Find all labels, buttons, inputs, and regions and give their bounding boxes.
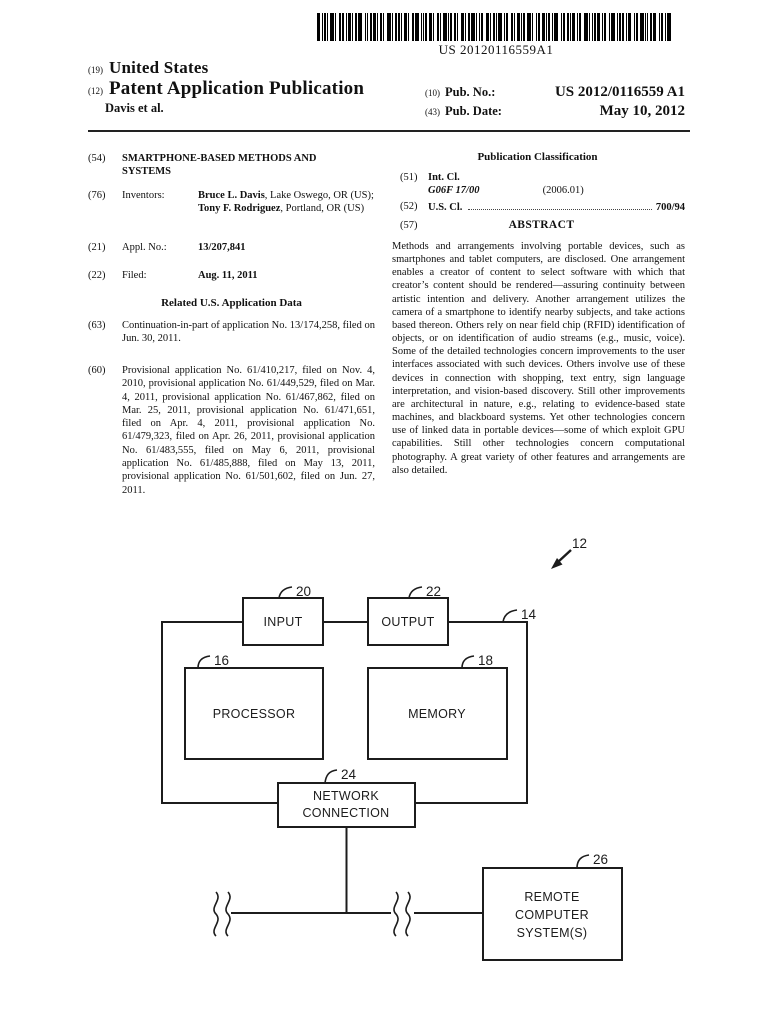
inventors-label: Inventors: — [122, 190, 165, 201]
ref-24-label: 24 — [341, 767, 357, 782]
invention-title: SMARTPHONE-BASED METHODS AND SYSTEMS — [122, 153, 317, 177]
title-code: (54) — [88, 153, 106, 164]
ref-12-label: 12 — [572, 536, 588, 551]
inventor-1-name: Bruce L. Davis — [198, 190, 265, 201]
filed-code: (22) — [88, 270, 106, 281]
ref-16-label: 16 — [214, 653, 230, 668]
ref-20-leader — [279, 587, 292, 598]
ref-14-leader — [503, 610, 517, 622]
ref-18-leader — [462, 656, 474, 668]
appl-code: (21) — [88, 242, 106, 253]
pub-no-label: Pub. No.: — [445, 85, 496, 99]
ref-20-label: 20 — [296, 584, 312, 599]
barcode-number: US 20120116559A1 — [438, 42, 554, 57]
intcl-code: (51) — [400, 172, 418, 183]
kind-code: (12) — [88, 86, 103, 96]
ref-24-leader — [325, 770, 337, 783]
uscl-label: U.S. Cl. — [428, 202, 463, 213]
appl-label: Appl. No.: — [122, 242, 167, 253]
pub-date-label: Pub. Date: — [445, 104, 502, 118]
ref-18-label: 18 — [478, 653, 494, 668]
ref-12-arrow-line — [558, 550, 571, 562]
network-label-line1: NETWORK — [313, 789, 379, 803]
filed-date: Aug. 11, 2011 — [198, 270, 258, 281]
remote-label-line3: SYSTEM(S) — [516, 926, 588, 940]
ref-22-leader — [409, 587, 422, 598]
country-code: (19) — [88, 65, 103, 75]
pub-no-code: (10) — [425, 88, 440, 98]
pub-date-value: May 10, 2012 — [599, 103, 685, 119]
ref-14-label: 14 — [521, 607, 537, 622]
break-mark-left-2 — [226, 892, 230, 936]
output-label: OUTPUT — [381, 615, 435, 629]
processor-label: PROCESSOR — [212, 707, 296, 721]
uscl-value: 700/94 — [655, 202, 685, 213]
network-label-line2: CONNECTION — [302, 806, 390, 820]
uscl-code: (52) — [400, 201, 418, 212]
publication-kind: Patent Application Publication — [109, 78, 365, 99]
intcl-label: Int. Cl. — [428, 172, 460, 183]
ref-22-label: 22 — [426, 584, 442, 599]
pub-no-value: US 2012/0116559 A1 — [554, 84, 685, 100]
intcl-class: G06F 17/00 — [428, 185, 480, 196]
abstract-code: (57) — [400, 220, 418, 231]
filed-label: Filed: — [122, 270, 147, 281]
inventor-2-name: Tony F. Rodriguez — [198, 203, 281, 214]
inventors-code: (76) — [88, 190, 106, 201]
related-data-heading: Related U.S. Application Data — [161, 297, 302, 309]
ref-16-leader — [198, 656, 210, 668]
author-line: Davis et al. — [105, 101, 164, 115]
intcl-year: (2006.01) — [542, 185, 584, 196]
inventor-1-location: , Lake Oswego, OR (US); — [264, 190, 374, 201]
break-mark-right-1 — [394, 892, 398, 936]
abstract-text: Methods and arrangements involving portable devices, such as smartphones and tablet computers, are disclosed. One arrangement enables a creator of content to select software with which that creator’s content should be rendered—assuring continuity between artistic intention and delivery. Another arrangement utilizes the camera of a smartphone to identify nearby subjects, and take actions based thereon. Others rely on near field chip (RFID) identification of objects, or on identification of audio streams (e.g., music, voice). Some of the detailed technologies concern improvements to the user interfaces associated with such devices. Others involve use of these devices in connection with shopping, text entry, sign language interpretation, and vision-based discovery. Still other improvements are architectural in nature, e.g., relating to evidence-based state machines, and blackboard systems. Yet other technologies concern use of linked data in portable devices—some of which exploit GPU capabilities. Still other technologies concern computational photography. A great variety of other features and arrangements are also detailed. — [392, 241, 685, 476]
ref-26-label: 26 — [593, 852, 609, 867]
pub-date-code: (43) — [425, 107, 440, 117]
cip-text: Continuation-in-part of application No. 13/174,258, filed on Jun. 30, 2011. — [122, 320, 375, 344]
country-name: United States — [109, 58, 209, 77]
ref-26-leader — [577, 855, 589, 868]
prov-code: (60) — [88, 365, 106, 376]
remote-label-line1: REMOTE — [524, 890, 580, 904]
inventor-2-location: , Portland, OR (US) — [280, 203, 365, 214]
publication-classification-heading: Publication Classification — [477, 151, 598, 163]
input-label: INPUT — [263, 615, 303, 629]
memory-label: MEMORY — [408, 707, 466, 721]
break-mark-right-2 — [406, 892, 410, 936]
remote-label-line2: COMPUTER — [515, 908, 589, 922]
abstract-heading: ABSTRACT — [508, 219, 575, 231]
appl-number: 13/207,841 — [198, 242, 246, 253]
break-mark-left-1 — [214, 892, 218, 936]
prov-text: Provisional application No. 61/410,217, filed on Nov. 4, 2010, provisional application No. 61/449,529, filed on Mar. 4, 2011, provisional application No. 61/467,862, filed on Mar. 25, 2011, provisional application No. 61/471,651, filed on Apr. 4, 2011, provisional application No. 61/479,323, filed on Apr. 26, 2011, provisional application No. 61/483,555, filed on May 6, 2011, provisional application No. 61/485,888, filed on May 13, 2011, provisional application No. 61/501,602, filed on Jun. 27, 2011. — [122, 365, 375, 496]
cip-code: (63) — [88, 320, 106, 331]
